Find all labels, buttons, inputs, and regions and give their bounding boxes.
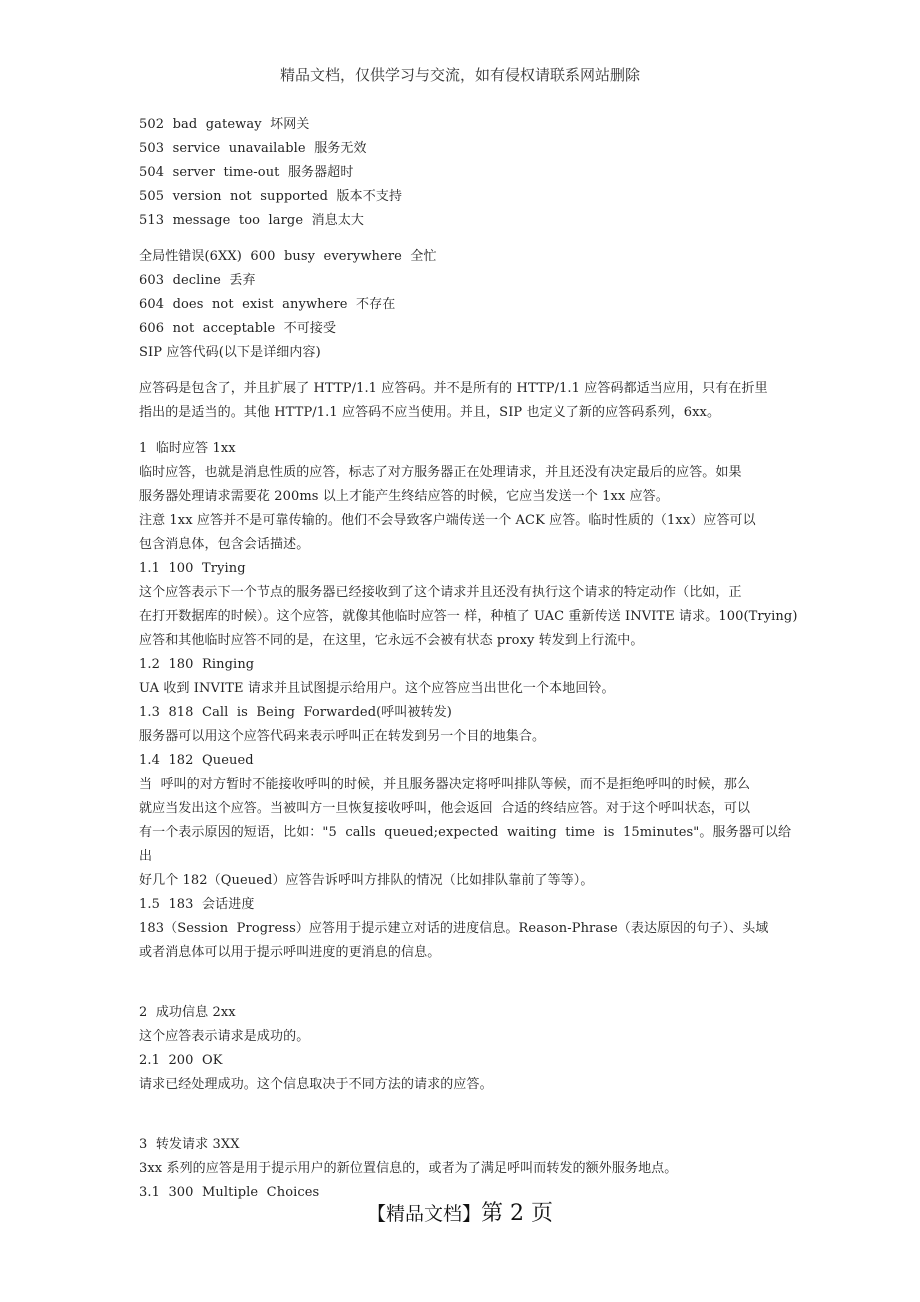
text-line: 这个应答表示下一个节点的服务器已经接收到了这个请求并且还没有执行这个请求的特定动作（比如，正: [139, 585, 742, 600]
text-line: 注意 1xx 应答并不是可靠传输的。他们不会导致客户端传送一个 ACK 应答。临时性质的（1xx）应答可以: [139, 513, 756, 528]
text-line: 1.2 180 Ringing: [139, 657, 255, 672]
text-line: 604 does not exist anywhere 不存在: [139, 297, 396, 312]
text-line: 好几个 182（Queued）应答告诉呼叫方排队的情况（比如排队靠前了等等）。: [139, 873, 594, 888]
text-line: 临时应答，也就是消息性质的应答，标志了对方服务器正在处理请求，并且还没有决定最后的应答。如果: [139, 465, 742, 480]
text-line: 1.4 182 Queued: [139, 753, 254, 768]
text-line: 1.5 183 会话进度: [139, 897, 255, 912]
text-line: 183（Session Progress）应答用于提示建立对话的进度信息。Reason-Phrase（表达原因的句子）、头域: [139, 921, 769, 936]
text-line: UA 收到 INVITE 请求并且试图提示给用户。这个应答应当出世化一个本地回铃。: [139, 681, 615, 696]
footer-page-number: 第 2 页: [481, 1201, 553, 1226]
text-line: 502 bad gateway 坏网关: [139, 117, 310, 132]
block-6xx-codes: [139, 245, 799, 365]
document-body: [139, 113, 799, 1205]
text-line: 有一个表示原因的短语，比如："5 calls queued;expected waiting time is 15minutes"。服务器可以给出: [139, 825, 792, 864]
text-line: 606 not acceptable 不可接受: [139, 321, 337, 336]
page-footer: [0, 1196, 920, 1227]
text-line: 全局性错误(6XX) 600 busy everywhere 全忙: [139, 249, 437, 264]
footer-tag: 【精品文档】: [367, 1203, 482, 1225]
text-line: 或者消息体可以用于提示呼叫进度的更消息的信息。: [139, 945, 441, 960]
page-header: 精品文档，仅供学习与交流，如有侵权请联系网站删除: [279, 66, 640, 84]
text-line: 服务器可以用这个应答代码来表示呼叫正在转发到另一个目的地集合。: [139, 729, 546, 744]
text-line: 就应当发出这个应答。当被叫方一旦恢复接收呼叫，他会返回 合适的终结应答。对于这个呼叫状态，可以: [139, 801, 751, 816]
text-line: 505 version not supported 版本不支持: [139, 189, 403, 204]
text-line: 在打开数据库的时候）。这个应答，就像其他临时应答一 样，种植了 UAC 重新传送 INVITE 请求。100(Trying): [139, 609, 798, 624]
text-line: 513 message too large 消息太大: [139, 213, 365, 228]
text-line: 请求已经处理成功。这个信息取决于不同方法的请求的应答。: [139, 1077, 493, 1092]
text-line: SIP 应答代码(以下是详细内容): [139, 345, 321, 360]
block-3xx-redirect: [139, 1133, 799, 1205]
text-line: 3xx 系列的应答是用于提示用户的新位置信息的，或者为了满足呼叫而转发的额外服务地点。: [139, 1161, 678, 1176]
text-line: 这个应答表示请求是成功的。: [139, 1029, 310, 1044]
text-line: 包含消息体，包含会话描述。: [139, 537, 310, 552]
text-line: 当 呼叫的对方暂时不能接收呼叫的时候，并且服务器决定将呼叫排队等候，而不是拒绝呼叫的时候，那么: [139, 777, 751, 792]
text-line: 指出的是适当的。其他 HTTP/1.1 应答码不应当使用。并且，SIP 也定义了新的应答码系列，6xx。: [139, 405, 721, 420]
text-line: 应答码是包含了，并且扩展了 HTTP/1.1 应答码。并不是所有的 HTTP/1.1 应答码都适当应用，只有在折里: [139, 381, 768, 396]
block-1xx-provisional: [139, 437, 799, 965]
text-line: 1.3 818 Call is Being Forwarded(呼叫被转发): [139, 705, 452, 720]
text-line: 3 转发请求 3XX: [139, 1137, 240, 1152]
block-2xx-success: [139, 1001, 799, 1097]
block-intro-paragraph: [139, 377, 799, 425]
block-5xx-codes: [139, 113, 799, 233]
text-line: 2 成功信息 2xx: [139, 1005, 236, 1020]
text-line: 1 临时应答 1xx: [139, 441, 236, 456]
text-line: 504 server time-out 服务器超时: [139, 165, 354, 180]
text-line: 2.1 200 OK: [139, 1053, 223, 1068]
text-line: 1.1 100 Trying: [139, 561, 246, 576]
text-line: 603 decline 丢弃: [139, 273, 256, 288]
text-line: 503 service unavailable 服务无效: [139, 141, 367, 156]
text-line: 3.1 300 Multiple Choices: [139, 1185, 320, 1200]
text-line: 应答和其他临时应答不同的是，在这里，它永远不会被有状态 proxy 转发到上行流中。: [139, 633, 644, 648]
text-line: 服务器处理请求需要花 200ms 以上才能产生终结应答的时候，它应当发送一个 1xx 应答。: [139, 489, 669, 504]
